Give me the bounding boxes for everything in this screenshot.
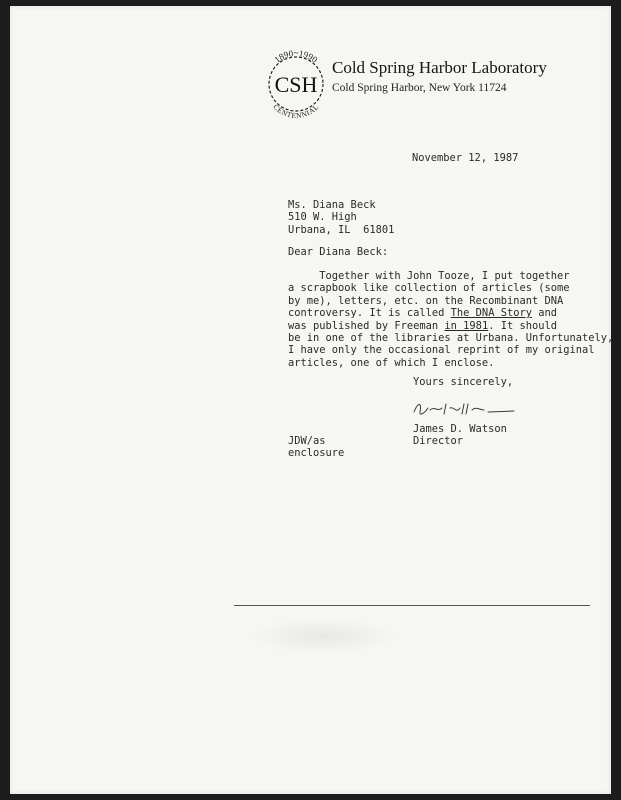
typist-initials: JDW/as (288, 435, 326, 447)
letter-body (288, 270, 613, 369)
book-title: The DNA Story (450, 307, 532, 320)
signature-block (413, 423, 507, 448)
letterhead-name: Cold Spring Harbor Laboratory (332, 58, 547, 77)
centennial-seal-logo (256, 44, 336, 124)
signer-name: James D. Watson (413, 423, 507, 435)
letterhead-address: Cold Spring Harbor, New York 11724 (332, 82, 507, 94)
recipient-address (288, 199, 394, 236)
recipient-line: 510 W. High (288, 211, 357, 224)
body-line: . It should (488, 319, 558, 332)
paper-smudge (248, 618, 398, 654)
body-line: was published by Freeman (288, 319, 445, 332)
body-line: be in one of the libraries at Urbana. Unfortunately, (288, 332, 614, 345)
signer-title: Director (413, 435, 464, 448)
body-line: and (531, 307, 558, 320)
closing: Yours sincerely, (413, 376, 514, 388)
seal-top-text: 1890~1990 (272, 48, 320, 65)
reference-initials (288, 435, 344, 460)
letter-page (10, 6, 614, 794)
body-line: a scrapbook like collection of articles (some (288, 282, 570, 295)
publication-year: in 1981 (444, 319, 489, 332)
body-line: controversy. It is called (288, 307, 451, 320)
svg-text:CENTENNIAL (271, 102, 320, 120)
recipient-line: Urbana, IL 61801 (288, 223, 395, 236)
seal-bottom-text: CENTENNIAL (271, 102, 321, 121)
recipient-line: Ms. Diana Beck (288, 199, 376, 211)
letter-date: November 12, 1987 (412, 152, 519, 164)
svg-text:1890~1990 (272, 48, 320, 65)
handwritten-signature (410, 396, 520, 420)
body-line: I have only the occasional reprint of my original (288, 344, 595, 357)
seal-center-text: CSH (274, 72, 318, 97)
body-line: by me), letters, etc. on the Recombinant DNA (288, 294, 564, 307)
fold-line (234, 605, 590, 606)
enclosure-note: enclosure (288, 447, 345, 460)
salutation: Dear Diana Beck: (288, 246, 389, 258)
body-line: Together with John Tooze, I put together (288, 270, 570, 282)
body-line: articles, one of which I enclose. (288, 356, 495, 369)
